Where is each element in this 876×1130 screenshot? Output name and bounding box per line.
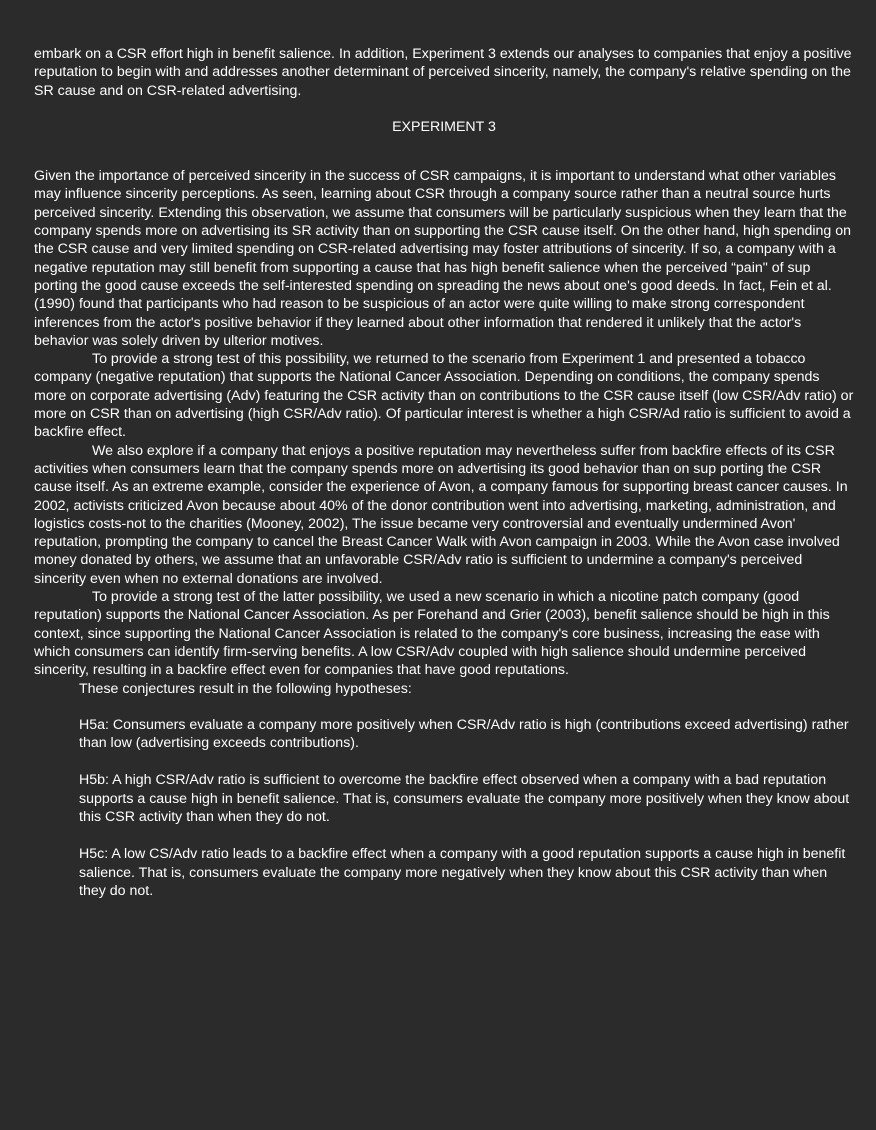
body-paragraph-1: Given the importance of perceived sincerity in the success of CSR campaigns, it is important to understand what other variables may influence sincerity perceptions. As seen, learning about CSR through a company source rather than a neutral source hurts perceived sincerity. Extending this observation, we assume that consumers will be particularly suspicious when they learn that the company spends more on advertising its SR activity than on supporting the CSR cause itself. On the other hand, high spending on the CSR cause and very limited spending on CSR-related advertising may foster attributions of sincerity. If so, a company with a negative reputation may still benefit from supporting a cause that has high benefit salience when the perceived “pain" of sup porting the good cause exceeds the self-interested spending on spreading the news about one's good deeds. In fact, Fein et al. (1990) found that participants who had reason to be suspicious of an actor were quite willing to make strong correspondent inferences from the actor's positive behavior if they learned about other information that rendered it unlikely that the actor's behavior was solely driven by ulterior motives. [34,168,852,349]
section-heading: EXPERIMENT 3 [392,118,496,135]
hypothesis-h5c: H5c: A low CS/Adv ratio leads to a backfire effect when a company with a good reputation supports a cause high in benefit salience. That is, consumers evaluate the company more negatively when they know about this CSR activity than when they do not. [79,846,846,899]
hypothesis-h5b: H5b: A high CSR/Adv ratio is sufficient to overcome the backfire effect observed when a company with a bad reputation supports a cause high in benefit salience. That is, consumers evaluate the company more positively when they know about this CSR activity than when they do not. [79,772,850,825]
intro-paragraph: embark on a CSR effort high in benefit salience. In addition, Experiment 3 extends our analyses to companies that enjoy a positive reputation to begin with and addresses another determinant of perceived sincerity, namely, the company's relative spending on the SR cause and on CSR-related advertising. [34,46,852,99]
body-paragraph-2: To provide a strong test of this possibility, we returned to the scenario from Experiment 1 and presented a tobacco company (negative reputation) that supports the National Cancer Association. Depending on conditions, the company spends more on corporate advertising (Adv) featuring the CSR activity than on contributions to the CSR cause itself (low CSR/Adv ratio) or more on CSR than on advertising (high CSR/Adv ratio). Of particular interest is whether a high CSR/Ad ratio is sufficient to avoid a backfire effect. [34,351,854,441]
hypothesis-h5a: H5a: Consumers evaluate a company more positively when CSR/Adv ratio is high (contributions exceed advertising) rather than low (advertising exceeds contributions). [79,716,849,752]
hypotheses-lead: These conjectures result in the following hypotheses: [79,680,412,697]
body-paragraph-4: To provide a strong test of the latter possibility, we used a new scenario in which a nicotine patch company (good reputation) supports the National Cancer Association. As per Forehand and Grier (2003), benefit salience should be high in this context, since supporting the National Cancer Association is related to the company's core business, increasing the ease with which consumers can identify firm-serving benefits. A low CSR/Adv coupled with high salience should undermine perceived sincerity, resulting in a backfire effect even for companies that have good reputations. [34,589,830,679]
body-paragraph-3: We also explore if a company that enjoys a positive reputation may nevertheless suffer from backfire effects of its CSR activities when consumers learn that the company spends more on advertising its good behavior than on sup porting the CSR cause itself. As an extreme example, consider the experience of Avon, a company famous for supporting breast cancer causes. In 2002, activists criticized Avon because about 40% of the donor contribution went into advertising, marketing, administration, and logistics costs-not to the charities (Mooney, 2002), The issue became very controversial and eventually undermined Avon' reputation, prompting the company to cancel the Breast Cancer Walk with Avon campaign in 2003. While the Avon case involved money donated by others, we assume that an unfavorable CSR/Adv ratio is sufficient to undermine a company's perceived sincerity even when no external donations are involved. [34,442,848,587]
